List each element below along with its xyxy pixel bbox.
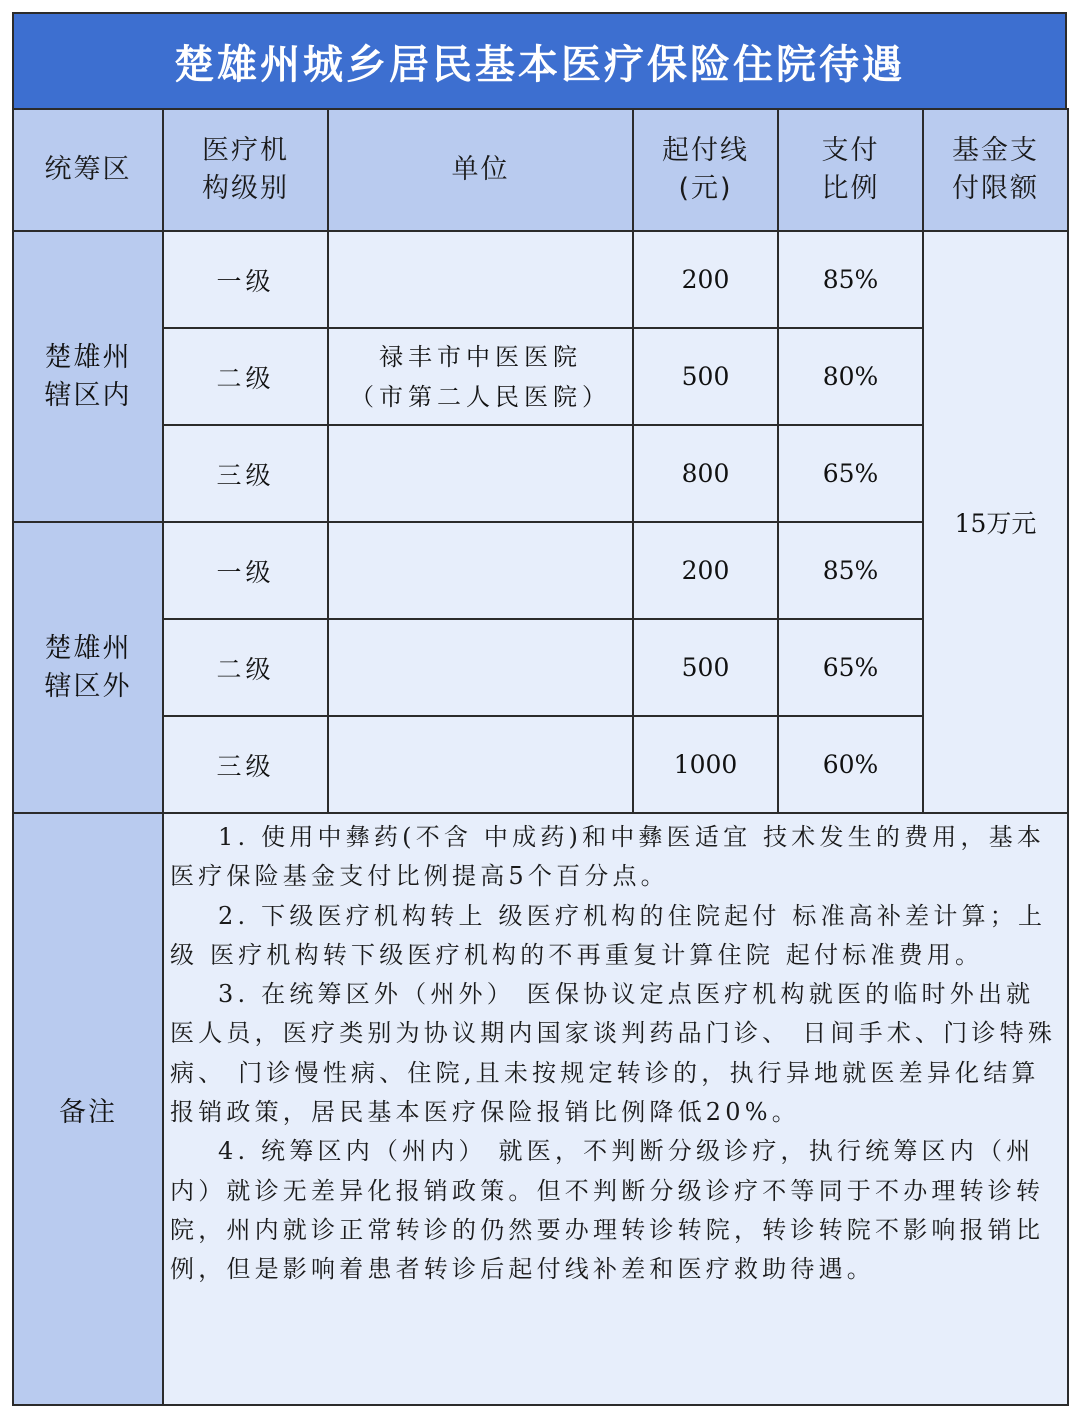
unit-cell	[328, 716, 633, 813]
header-ratio-line1: 支付	[821, 135, 880, 166]
fund-limit-cell: 15万元	[923, 231, 1068, 813]
region-cell-inside	[13, 231, 163, 522]
table-row	[13, 425, 1068, 522]
note-item: 1. 使用中彝药(不含 中成药)和中彝医适宜 技术发生的费用，基本 医疗保险基金支付比例提高5个百分点。	[170, 823, 1046, 891]
header-ratio-line2: 比例	[821, 173, 880, 204]
notes-row	[13, 813, 1068, 1405]
unit-cell	[328, 328, 633, 425]
notes-label: 备注	[13, 813, 163, 1405]
deductible-cell: 200	[633, 231, 778, 328]
region-line1: 楚雄州	[44, 341, 132, 373]
notes-content	[163, 813, 1068, 1405]
header-deductible-line2: (元)	[678, 173, 733, 204]
header-limit-line1: 基金支	[952, 135, 1039, 166]
ratio-cell: 65%	[778, 425, 923, 522]
ratio-cell: 85%	[778, 231, 923, 328]
deductible-cell: 500	[633, 328, 778, 425]
ratio-cell: 80%	[778, 328, 923, 425]
level-cell: 一级	[163, 231, 328, 328]
header-row	[13, 109, 1068, 231]
region-cell-outside	[13, 522, 163, 813]
note-item: 2. 下级医疗机构转上 级医疗机构的住院起付 标准高补差计算；上级 医疗机构转下级医疗机构的不再重复计算住院 起付标准费用。	[170, 901, 1047, 969]
header-region: 统筹区	[13, 109, 163, 231]
region-line2: 辖区内	[44, 379, 132, 411]
deductible-cell: 800	[633, 425, 778, 522]
unit-line1: 禄丰市中医医院	[379, 342, 582, 371]
level-cell: 三级	[163, 716, 328, 813]
benefits-table	[12, 108, 1069, 1406]
note-item: 4. 统筹区内（州内） 就医，不判断分级诊疗，执行统筹区内（州内）就诊无差异化报销政策。但不判断分级诊疗不等同于不办理转诊转院，州内就诊正常转诊的仍然要办理转诊转院，转诊转院不影响报销比例，但是影响着患者转诊后起付线补差和医疗救助待遇。	[170, 1137, 1045, 1284]
level-cell: 二级	[163, 328, 328, 425]
deductible-cell: 500	[633, 619, 778, 716]
ratio-cell: 60%	[778, 716, 923, 813]
table-row	[13, 328, 1068, 425]
table-row	[13, 619, 1068, 716]
table-row	[13, 231, 1068, 328]
header-level	[163, 109, 328, 231]
unit-line2: （市第二人民医院）	[350, 382, 611, 411]
unit-cell	[328, 522, 633, 619]
level-cell: 三级	[163, 425, 328, 522]
page-title: 楚雄州城乡居民基本医疗保险住院待遇	[12, 12, 1067, 108]
deductible-cell: 1000	[633, 716, 778, 813]
level-cell: 一级	[163, 522, 328, 619]
deductible-cell: 200	[633, 522, 778, 619]
note-item: 3. 在统筹区外（州外） 医保协议定点医疗机构就医的临时外出就医人员，医疗类别为协议期内国家谈判药品门诊、 日间手术、门诊特殊病、 门诊慢性病、住院,且未按规定转诊的，执行异地就医差异化结算报销政策，居民基本医疗保险报销比例降低20%。	[170, 980, 1057, 1127]
header-level-line2: 构级别	[202, 173, 289, 204]
header-deductible	[633, 109, 778, 231]
header-level-line1: 医疗机	[202, 135, 289, 166]
header-ratio	[778, 109, 923, 231]
header-unit: 单位	[328, 109, 633, 231]
header-limit-line2: 付限额	[952, 173, 1039, 204]
unit-cell	[328, 425, 633, 522]
unit-cell	[328, 619, 633, 716]
table-row	[13, 716, 1068, 813]
region-line2: 辖区外	[44, 670, 132, 702]
header-deductible-line1: 起付线	[662, 135, 749, 166]
unit-cell	[328, 231, 633, 328]
ratio-cell: 85%	[778, 522, 923, 619]
header-limit	[923, 109, 1068, 231]
level-cell: 二级	[163, 619, 328, 716]
region-line1: 楚雄州	[44, 632, 132, 664]
table-row	[13, 522, 1068, 619]
ratio-cell: 65%	[778, 619, 923, 716]
